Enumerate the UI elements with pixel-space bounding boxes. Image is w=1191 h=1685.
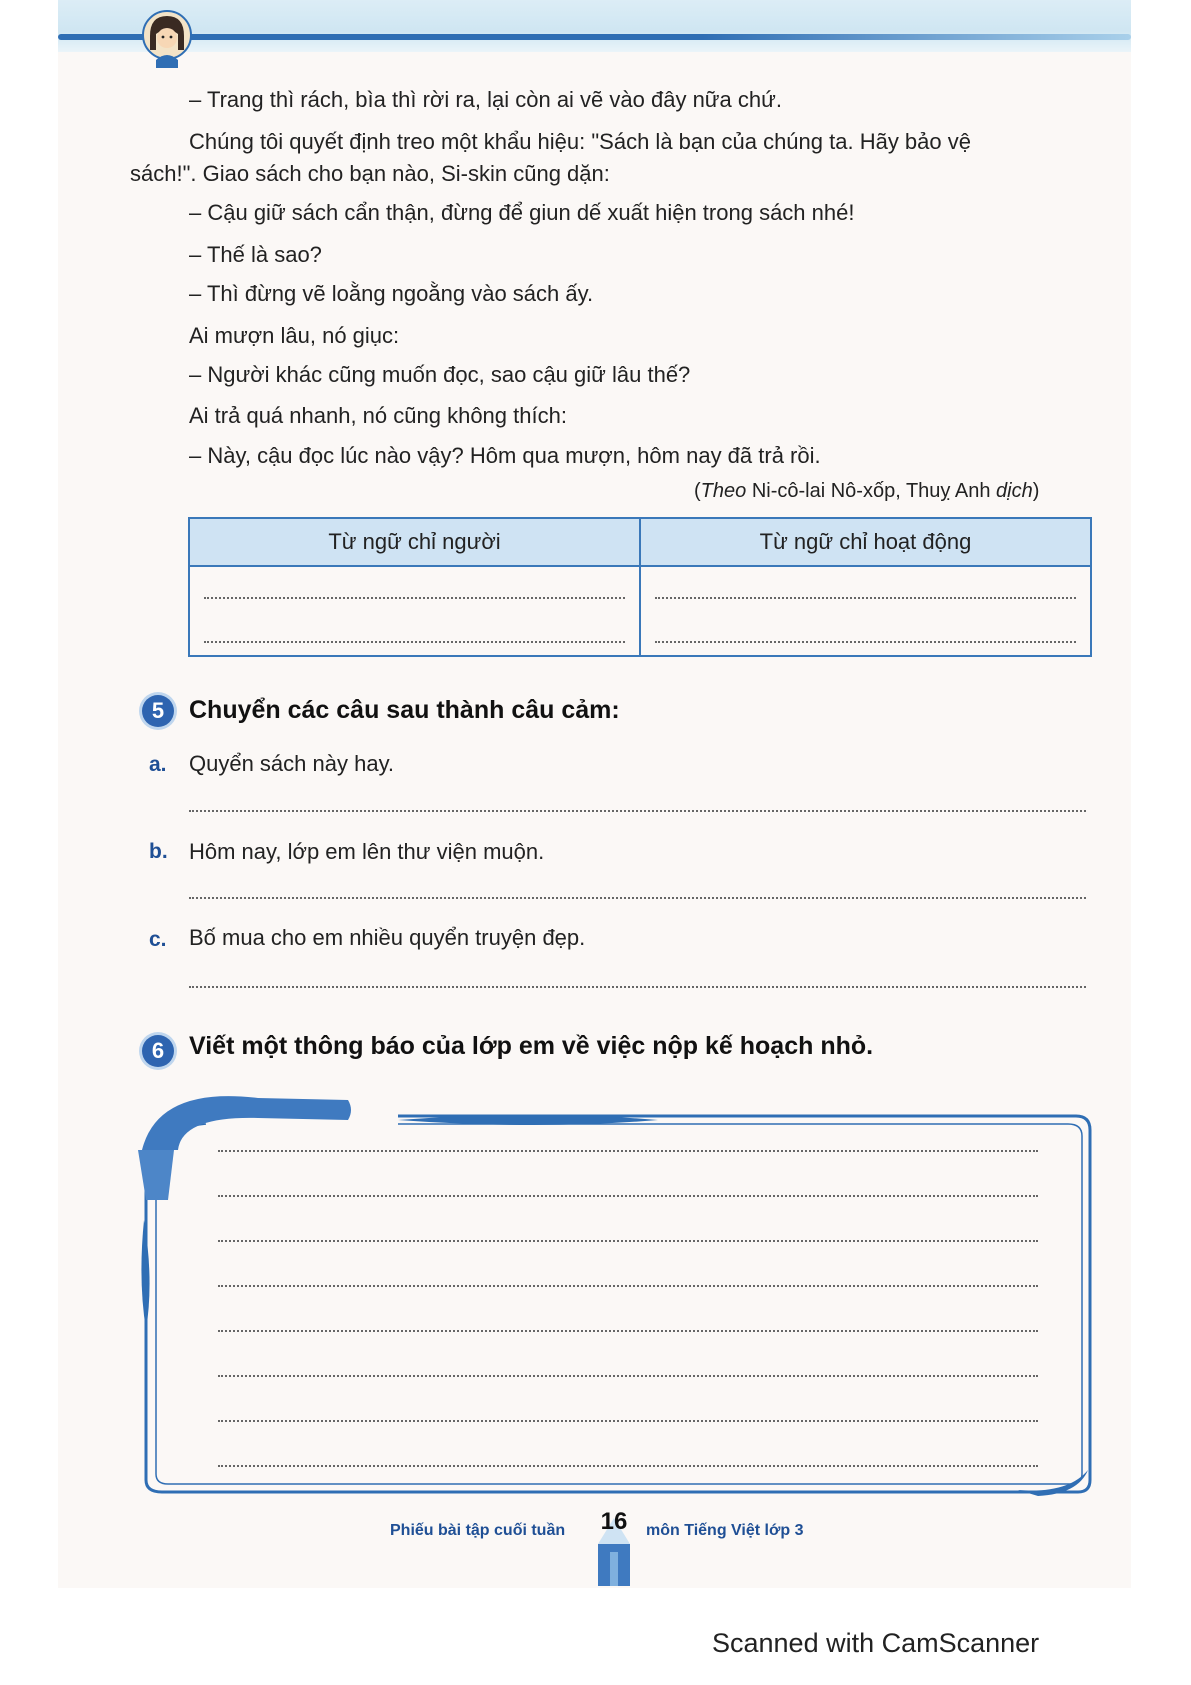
item-a-letter: a. [149, 753, 167, 776]
table-cell-activities-1[interactable] [640, 566, 1091, 611]
item-c-letter: c. [149, 928, 167, 951]
passage-line: – Thế là sao? [189, 242, 322, 267]
notice-writing-line[interactable] [218, 1375, 1038, 1377]
answer-dots [655, 641, 1076, 643]
notice-writing-line[interactable] [218, 1285, 1038, 1287]
header-gradient [58, 0, 1131, 52]
notice-writing-line[interactable] [218, 1195, 1038, 1197]
footer-right-text: môn Tiếng Việt lớp 3 [646, 1522, 804, 1539]
item-a-answer-line[interactable] [189, 810, 1086, 812]
table-cell-activities-2[interactable] [640, 611, 1091, 656]
answer-dots [204, 597, 625, 599]
passage-line: Ai trả quá nhanh, nó cũng không thích: [189, 403, 567, 428]
girl-avatar-icon [142, 10, 192, 68]
passage-source [694, 478, 1039, 504]
question-6-badge: 6 [142, 1035, 174, 1067]
notice-writing-line[interactable] [218, 1240, 1038, 1242]
item-c-answer-line[interactable] [189, 986, 1086, 988]
passage-line: – Cậu giữ sách cẩn thận, đừng để giun dế xuất hiện trong sách nhé! [189, 200, 855, 225]
header-band [58, 0, 1131, 52]
passage-line: Ai mượn lâu, nó giục: [189, 323, 400, 348]
notice-writing-line[interactable] [218, 1420, 1038, 1422]
table-cell-people-1[interactable] [189, 566, 640, 611]
source-author: Ni-cô-lai Nô-xốp, Thuỵ Anh [746, 480, 997, 502]
source-dich: dịch [996, 480, 1033, 502]
passage-line: – Thì đừng vẽ loằng ngoằng vào sách ấy. [189, 281, 594, 306]
item-b-answer-line[interactable] [189, 897, 1086, 899]
item-b-letter: b. [149, 840, 168, 863]
question-5-badge: 5 [142, 695, 174, 727]
item-c-text: Bố mua cho em nhiều quyển truyện đẹp. [189, 925, 586, 950]
passage-line: Chúng tôi quyết định treo một khẩu hiệu: "Sách là bạn của chúng ta. Hãy bảo vệ [189, 129, 971, 154]
answer-dots [655, 597, 1076, 599]
notice-writing-line[interactable] [218, 1150, 1038, 1152]
question-6-title: Viết một thông báo của lớp em về việc nộp kế hoạch nhỏ. [189, 1032, 874, 1060]
answer-dots [204, 641, 625, 643]
source-theo: Theo [700, 480, 747, 502]
passage-line: – Này, cậu đọc lúc nào vậy? Hôm qua mượn, hôm nay đã trả rồi. [189, 443, 821, 468]
source-open: ( [694, 480, 701, 502]
scan-credit: Scanned with CamScanner [712, 1628, 1040, 1658]
table-header-people: Từ ngữ chỉ người [189, 518, 640, 566]
word-table [188, 517, 1092, 657]
footer-left-text: Phiếu bài tập cuối tuần [390, 1522, 566, 1539]
item-a-text: Quyển sách này hay. [189, 751, 395, 776]
passage-line: sách!". Giao sách cho bạn nào, Si-skin cũng dặn: [130, 161, 610, 186]
notice-writing-line[interactable] [218, 1330, 1038, 1332]
question-5-title: Chuyển các câu sau thành câu cảm: [189, 696, 620, 724]
passage-line: – Người khác cũng muốn đọc, sao cậu giữ lâu thế? [189, 362, 691, 387]
item-b-text: Hôm nay, lớp em lên thư viện muộn. [189, 839, 545, 864]
passage-line: – Trang thì rách, bìa thì rời ra, lại còn ai vẽ vào đây nữa chứ. [189, 87, 782, 112]
footer-page-number: 16 [600, 1508, 628, 1535]
notice-writing-line[interactable] [218, 1465, 1038, 1467]
source-close: ) [1032, 480, 1040, 502]
header-stripe [58, 34, 1131, 40]
table-header-activities: Từ ngữ chỉ hoạt động [640, 518, 1091, 566]
table-cell-people-2[interactable] [189, 611, 640, 656]
